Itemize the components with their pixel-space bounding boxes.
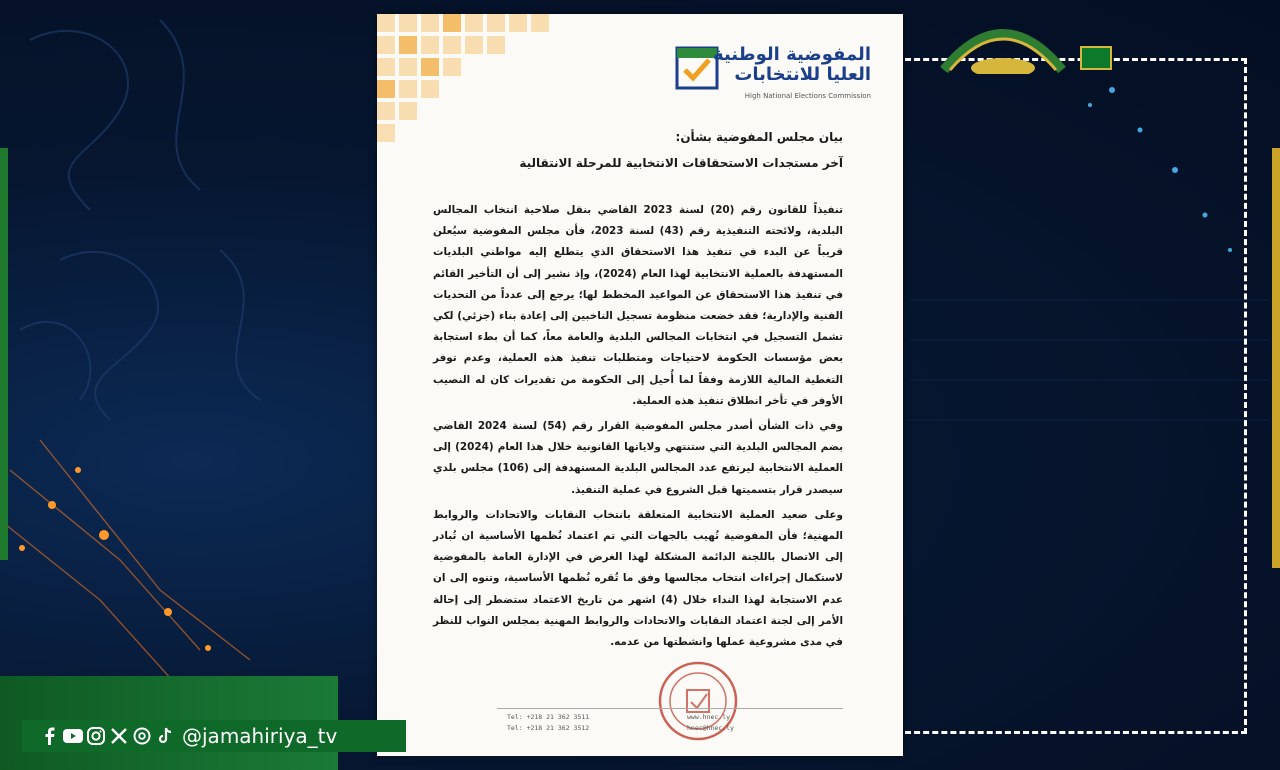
logo-arabic-line2: العليا للانتخابات: [734, 64, 871, 85]
instagram-icon[interactable]: [86, 726, 106, 746]
paragraph: وفي ذات الشأن أصدر مجلس المفوضية القرار رقم (54) لسنة 2024 القاضي بضم المجالس البلدية التي ستنتهي ولاياتها القانونية خلال هذا العام (2024) إلى العملية الانتخابية ليرتفع عدد المجالس البلدية المستهدفة إلى (106) مجلس بلدي سيصدر قرار بتسميتها قبل الشروع في عملية التنفيذ.: [433, 420, 843, 496]
document-corner-pattern: [377, 14, 637, 174]
threads-icon[interactable]: [132, 726, 152, 746]
logo-arabic-line1: المفوضية الوطنية: [713, 44, 871, 65]
x-icon[interactable]: [109, 726, 129, 746]
dashed-frame: [905, 58, 1247, 734]
paragraph: تنفيذاً للقانون رقم (20) لسنة 2023 القاضي بنقل صلاحية انتخاب المجالس البلدية، ولائحته التنفيذية رقم (43) لسنة 2023، فأن مجلس المفوضية سيُعلن قريباً عن البدء في تنفيذ هذا الاستحقاق الذي يتطلع إليه مواطني البلديات المستهدفة بالعملية الانتخابية لهذا العام (2024)، وإذ نشير إلى أن التأخير القائم في تنفيذ هذا الاستحقاق عن المواعيد المخطط لها؛ يرجع إلى عدداً من التحديات الفنية والإدارية؛ فقد خضعت منظومة تسجيل الناخبين إلى إعادة بناء (جزئي) لكي تشمل التسجيل في انتخابات المجالس البلدية والعامة معاً، كما أن بطء استجابة بعض مؤسسات الحكومة لاحتياجات ومتطلبات تنفيذ هذه العملية، وعدم توفر التغطية المالية اللازمة وفقاً لما أُحيل إلى الحكومة من تقديرات كان له النصيب الأوفر في تأخر انطلاق تنفيذ هذه العملية.: [433, 204, 843, 407]
channel-emblem-icon: [936, 8, 1070, 74]
phone-1: Tel: +218 21 362 3511: [507, 713, 590, 721]
statement-subject: آخر مستجدات الاستحقاقات الانتخابية للمرحلة الانتقالية: [519, 156, 843, 170]
social-bar: [22, 720, 406, 752]
statement-body: [433, 200, 843, 657]
paragraph: وعلى صعيد العملية الانتخابية المتعلقة بانتخاب النقابات والاتحادات والروابط المهنية؛ فأن المفوضية تُهيب بالجهات التي تم اعتماد نُظمها الأساسية ان تُبادر إلى الاتصال باللجنة الدائمة المشكلة لهذا الغرض في الإدارة العامة بالمفوضية لاستكمال إجراءات انتخاب مجالسها وفق ما تُقره نُظمها الأساسية، وتنوه إلى ان عدم الاستجابة لهذا النداء خلال (4) اشهر من تاريخ الاعتماد ستضطر إلى إحالة الأمر إلى لجنة اعتماد النقابات والاتحادات والروابط المهنية بمجلس النواب للنظر في مدى مشروعية عملها وانشطتها من عدمه.: [433, 508, 844, 649]
footer-web: [687, 712, 734, 734]
right-accent-bar: [1272, 148, 1280, 568]
footer-divider: [497, 708, 843, 709]
website: www.hnec.ly: [687, 713, 731, 721]
facebook-icon[interactable]: [40, 726, 60, 746]
left-accent-bar: [0, 148, 8, 560]
flag-icon: [1080, 46, 1112, 70]
logo-english: High National Elections Commission: [744, 92, 871, 100]
statement-document: [377, 14, 903, 756]
phone-2: Tel: +218 21 362 3512: [507, 724, 590, 732]
email: hnec@hnec.ly: [687, 724, 734, 732]
tiktok-icon[interactable]: [155, 726, 175, 746]
channel-handle[interactable]: @jamahiriya_tv: [182, 724, 338, 748]
hnec-logo: [671, 44, 871, 108]
footer-phones: [507, 712, 589, 734]
youtube-icon[interactable]: [63, 726, 83, 746]
statement-heading: بيان مجلس المفوضية بشأن:: [675, 130, 843, 144]
document-footer: [477, 708, 863, 748]
